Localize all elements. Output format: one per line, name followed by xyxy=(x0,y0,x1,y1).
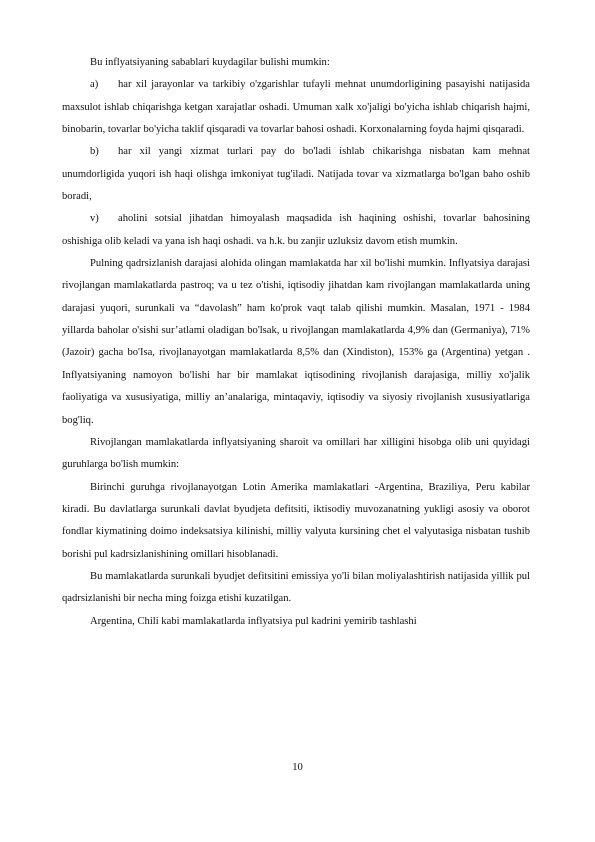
paragraph: Argentina, Chili kabi mamlakatlarda inflyatsiya pul kadrini yemirib tashlashi xyxy=(90,615,417,627)
list-item-marker: v) xyxy=(90,213,99,225)
list-item-text: har xil jarayonlar va tarkibiy o'zgarishlar tufayli mehnat unumdorligining pasayishi natijasida maxsulot ishlab chiqarishga ketgan xarajatlar oshadi. Umuman xalk xo'jaligi bo'yicha ishlab chiqarish hajmi, binobarin, tovarlar bo'yicha taklif qisqaradi va tovarlar bahosi oshadi. Korxonalarning foyda hajmi qisqaradi. xyxy=(62,79,530,136)
list-item-marker: a) xyxy=(90,79,99,91)
document-body xyxy=(62,52,530,633)
paragraph: Bu mamlakatlarda surunkali byudjet defitsitini emissiya yo'li bilan moliyalashtirish natijasida yillik pul qadrsizlanishi bir necha ming foizga etishi kuzatilgan. xyxy=(62,570,530,605)
list-item-text: har xil yangi xizmat turlari pay do bo'ladi ishlab chikarishga nisbatan kam mehnat unumdorligida yuqori ish haqi olishga imkoniyat tug'iladi. Natijada tovar va xizmatlarga bo'lgan baho oshib boradi, xyxy=(62,146,530,203)
paragraph: Rivojlangan mamlakatlarda inflyatsiyaning sharoit va omillari har xilligini hisobga olib uni quyidagi guruhlarga bo'lish mumkin: xyxy=(62,436,530,471)
list-item xyxy=(62,141,530,208)
list-item-text: aholini sotsial jihatdan himoyalash maqsadida ish haqining oshishi, tovarlar bahosining oshishiga olib keladi va yana ish haqi oshadi. va h.k. bu zanjir uzluksiz davom etish mumkin. xyxy=(62,213,530,247)
list-item xyxy=(62,74,530,141)
list-item-marker: b) xyxy=(90,146,99,158)
paragraph: Bu inflyatsiyaning sabablari kuydagilar bulishi mumkin: xyxy=(90,57,330,68)
paragraph: Pulning qadrsizlanish darajasi alohida olingan mamlakatda har xil bo'lishi mumkin. Inflyatsiya darajasi rivojlangan mamlakatlarda pastroq; va u tez o'tishi, iqtisodiy jihatdan kam rivojlangan mamlakatlarda uning darajasi yuqori, surunkali va “davolash” ham ko'prok vaqt talab qilishi mumkin. Masalan, 1971 - 1984 yillarda baholar o'sishi sur’atlami oladigan bo'lsak, u rivojlangan mamlakatlarda 4,9% dan (Germaniya), 71% (Jazoir) gacha bo'Isa, rivojlanayotgan mamlakatlarda 8,5% dan (Xindiston), 153% ga (Argentina) yetgan . Inflyatsiyaning namoyon bo'lishi har bir mamlakat iqtisodining rivojlanish darajasiga, milliy xo'jalik faoliyatiga va xususiyatiga, milliy an’analariga, mintaqaviy, iqtisodiy va siyosiy rivojlanish xususiyatlariga bog'liq. xyxy=(62,258,530,426)
list-item xyxy=(62,208,530,253)
paragraph: Birinchi guruhga rivojlanayotgan Lotin Amerika mamlakatlari -Argentina, Braziliya, Peru kabilar kiradi. Bu davlatlarga surunkali davlat byudjeta defitsiti, iktisodiy muvozanatning yukligi asosiy va oborot fondlar kiymatining doimo indeksatsiya kilinishi, milliy valyuta kursining chet el valyutasiga nisbatan tushib borishi pul kadrsizlanishining omillari hisoblanadi. xyxy=(62,481,530,560)
page-number: 10 xyxy=(292,762,303,773)
